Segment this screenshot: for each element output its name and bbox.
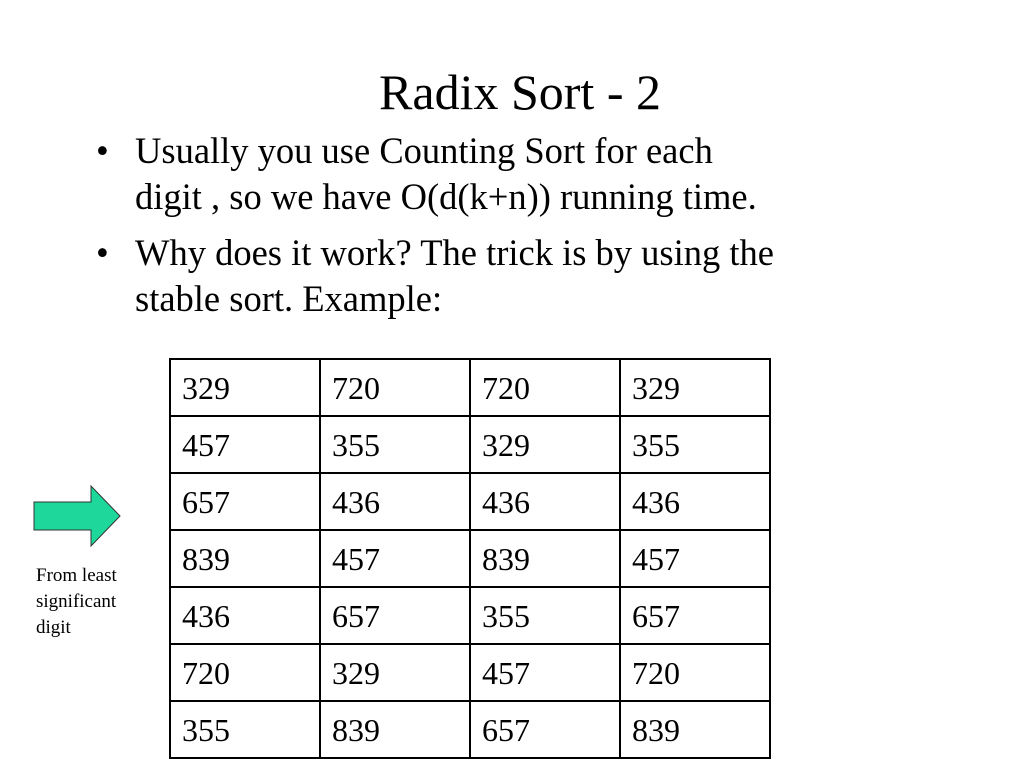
bullet-item bbox=[96, 230, 976, 322]
side-label-line: digit bbox=[36, 617, 71, 638]
radix-table-container bbox=[169, 358, 771, 759]
table-row bbox=[170, 644, 770, 701]
table-cell: 657 bbox=[170, 473, 320, 530]
side-label-line: From least bbox=[36, 565, 117, 586]
table-cell: 355 bbox=[170, 701, 320, 758]
table-cell: 329 bbox=[170, 359, 320, 416]
table-cell: 839 bbox=[320, 701, 470, 758]
bullet-line: stable sort. Example: bbox=[135, 278, 443, 319]
table-cell: 839 bbox=[470, 530, 620, 587]
table-row bbox=[170, 701, 770, 758]
table-cell: 457 bbox=[320, 530, 470, 587]
table-cell: 436 bbox=[620, 473, 770, 530]
table-cell: 355 bbox=[620, 416, 770, 473]
bullet-list bbox=[96, 128, 976, 332]
table-cell: 657 bbox=[620, 587, 770, 644]
bullet-item bbox=[96, 128, 976, 220]
right-arrow-icon bbox=[33, 485, 121, 547]
table-cell: 436 bbox=[170, 587, 320, 644]
table-cell: 436 bbox=[320, 473, 470, 530]
bullet-line: digit , so we have O(d(k+n)) running time. bbox=[135, 176, 757, 217]
table-cell: 720 bbox=[170, 644, 320, 701]
table-row bbox=[170, 530, 770, 587]
bullet-marker: • bbox=[96, 130, 109, 171]
bullet-marker: • bbox=[96, 232, 109, 273]
table-cell: 329 bbox=[620, 359, 770, 416]
table-cell: 720 bbox=[320, 359, 470, 416]
table-cell: 329 bbox=[320, 644, 470, 701]
table-cell: 329 bbox=[470, 416, 620, 473]
table-cell: 720 bbox=[620, 644, 770, 701]
arrow-shape bbox=[34, 486, 120, 546]
slide-title: Radix Sort - 2 bbox=[379, 64, 661, 120]
table-cell: 839 bbox=[170, 530, 320, 587]
bullet-line: Why does it work? The trick is by using the bbox=[135, 232, 774, 273]
table-cell: 839 bbox=[620, 701, 770, 758]
table-cell: 436 bbox=[470, 473, 620, 530]
radix-sort-table bbox=[169, 358, 771, 759]
table-row bbox=[170, 416, 770, 473]
table-cell: 457 bbox=[620, 530, 770, 587]
table-cell: 720 bbox=[470, 359, 620, 416]
table-cell: 457 bbox=[170, 416, 320, 473]
side-label-line: significant bbox=[36, 591, 117, 612]
bullet-line: Usually you use Counting Sort for each bbox=[135, 130, 713, 171]
table-cell: 657 bbox=[470, 701, 620, 758]
table-cell: 355 bbox=[320, 416, 470, 473]
table-cell: 657 bbox=[320, 587, 470, 644]
table-row bbox=[170, 587, 770, 644]
table-cell: 457 bbox=[470, 644, 620, 701]
table-row bbox=[170, 359, 770, 416]
side-label bbox=[36, 563, 146, 641]
table-row bbox=[170, 473, 770, 530]
table-cell: 355 bbox=[470, 587, 620, 644]
